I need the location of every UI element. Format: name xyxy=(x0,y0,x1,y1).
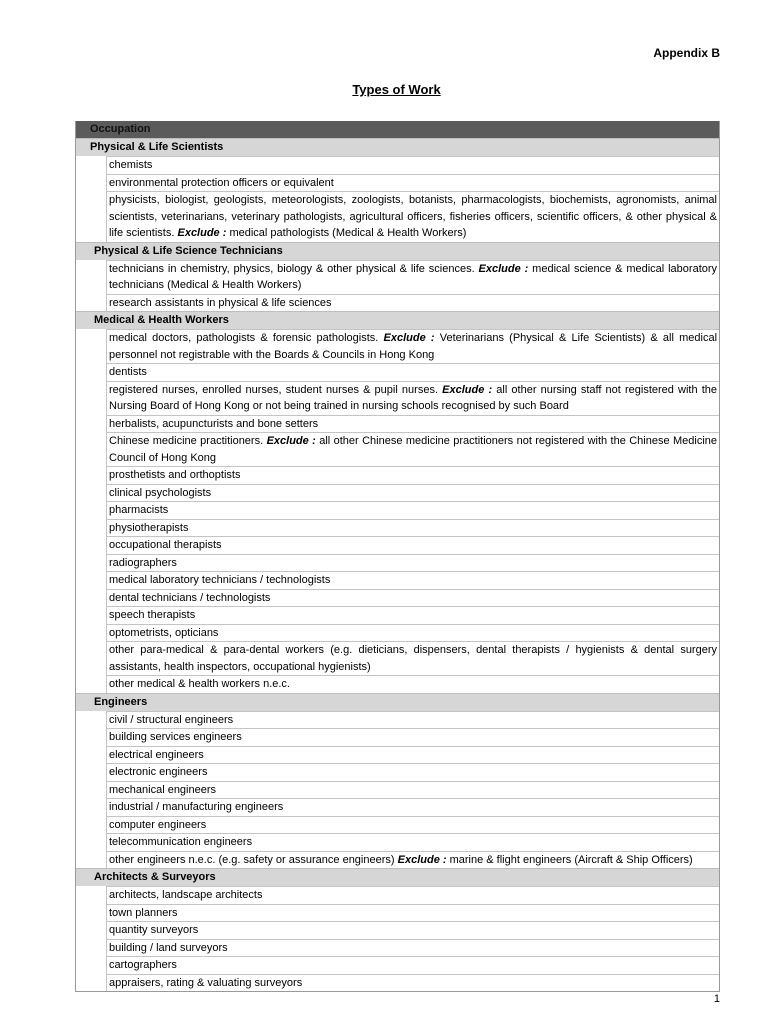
occupation-row xyxy=(106,763,719,781)
occupation-text: computer engineers xyxy=(109,818,207,831)
occupation-text: dentists xyxy=(109,366,147,378)
occupation-text: electrical engineers xyxy=(109,748,204,761)
exclude-label: Exclude : xyxy=(177,227,227,239)
occupation-row xyxy=(106,536,719,554)
exclude-text: all other Chinese medicine practitioners not registered with the Chinese Medicine Council of Hong Kong xyxy=(109,435,718,464)
occupation-text: physiotherapists xyxy=(109,521,189,534)
occupation-row xyxy=(106,711,719,729)
occupation-text: building services engineers xyxy=(109,731,242,743)
occupation-row xyxy=(106,675,719,693)
occupation-text: registered nurses, enrolled nurses, student nurses & pupil nurses. xyxy=(109,383,439,396)
occupation-row xyxy=(106,363,719,381)
occupation-row xyxy=(106,191,719,242)
occupation-row xyxy=(106,851,719,869)
occupation-text: technicians in chemistry, physics, biology & other physical & life sciences. xyxy=(109,262,475,275)
appendix-label: Appendix B xyxy=(653,46,720,60)
category-header: Medical & Health Workers xyxy=(76,311,719,329)
exclude-text: Veterinarians (Physical & Life Scientists) & all medical personnel not registrable with the Boards & Councils in Hong Kong xyxy=(109,332,718,361)
occupation-row xyxy=(106,554,719,572)
occupation-row xyxy=(106,974,719,992)
page-title: Types of Work xyxy=(352,82,441,97)
occupation-row xyxy=(106,415,719,433)
occupation-text: clinical psychologists xyxy=(109,486,212,499)
occupation-row xyxy=(106,501,719,519)
occupation-row xyxy=(106,939,719,957)
occupation-text: town planners xyxy=(109,906,178,919)
table-header-occupation: Occupation xyxy=(76,121,719,138)
occupation-row xyxy=(106,624,719,642)
occupation-text: medical doctors, pathologists & forensic pathologists. xyxy=(109,332,379,344)
occupation-row xyxy=(106,746,719,764)
occupation-text: medical laboratory technicians / technologists xyxy=(109,574,331,586)
occupation-text: architects, landscape architects xyxy=(109,889,263,901)
occupation-text: chemists xyxy=(109,159,153,171)
occupation-table xyxy=(75,121,720,992)
occupation-text: herbalists, acupuncturists and bone setters xyxy=(109,417,319,430)
exclude-label: Exclude : xyxy=(397,853,447,866)
exclude-text: marine & flight engineers (Aircraft & Ship Officers) xyxy=(449,853,693,866)
occupation-row xyxy=(106,956,719,974)
occupation-text: prosthetists and orthoptists xyxy=(109,469,241,481)
exclude-text: medical science & medical laboratory technicians (Medical & Health Workers) xyxy=(109,262,718,291)
occupation-row xyxy=(106,329,719,363)
occupation-text: civil / structural engineers xyxy=(109,713,234,726)
occupation-text: dental technicians / technologists xyxy=(109,591,271,604)
occupation-text: speech therapists xyxy=(109,609,196,621)
occupation-row xyxy=(106,606,719,624)
occupation-text: cartographers xyxy=(109,959,177,971)
occupation-row xyxy=(106,589,719,607)
exclude-label: Exclude : xyxy=(442,383,493,396)
occupation-text: other engineers n.e.c. (e.g. safety or assurance engineers) xyxy=(109,853,395,866)
occupation-text: telecommunication engineers xyxy=(109,836,253,848)
occupation-row xyxy=(106,294,719,312)
occupation-text: mechanical engineers xyxy=(109,783,217,796)
occupation-text: pharmacists xyxy=(109,504,169,516)
occupation-row xyxy=(106,886,719,904)
category-header: Physical & Life Scientists xyxy=(76,138,719,156)
occupation-text: industrial / manufacturing engineers xyxy=(109,801,284,813)
occupation-row xyxy=(106,571,719,589)
page-number: 1 xyxy=(713,993,720,1005)
exclude-text: all other nursing staff not registered with the Nursing Board of Hong Kong or not being trained in nursing schools recognised by such Board xyxy=(109,383,718,412)
occupation-text: quantity surveyors xyxy=(109,924,199,936)
occupation-row xyxy=(106,921,719,939)
occupation-text: environmental protection officers or equivalent xyxy=(109,176,334,189)
exclude-label: Exclude : xyxy=(478,262,529,275)
occupation-row xyxy=(106,816,719,834)
occupation-row xyxy=(106,728,719,746)
exclude-label: Exclude : xyxy=(383,332,435,344)
occupation-row xyxy=(106,484,719,502)
exclude-label: Exclude : xyxy=(266,435,316,447)
occupation-text: physicists, biologist, geologists, meteorologists, zoologists, botanists, pharmacologists, biochemists, agronomists, animal scientists, veterinarians, veterinary pathologists, agricultural officers, fisheries officers, scientific officers, & other physical & life scientists. xyxy=(109,194,717,239)
occupation-row xyxy=(106,432,719,466)
exclude-text: medical pathologists (Medical & Health Workers) xyxy=(229,227,467,239)
occupation-text: other para-medical & para-dental workers (e.g. dieticians, dispensers, dental therapists / hygienists & dental surgery assistants, health inspectors, occupational hygienists) xyxy=(109,644,717,673)
occupation-text: occupational therapists xyxy=(109,539,222,551)
category-header: Physical & Life Science Technicians xyxy=(76,242,719,260)
occupation-row xyxy=(106,781,719,799)
occupation-text: appraisers, rating & valuating surveyors xyxy=(109,976,303,989)
occupation-text: electronic engineers xyxy=(109,766,208,778)
occupation-text: radiographers xyxy=(109,556,177,569)
occupation-row xyxy=(106,519,719,537)
category-header: Engineers xyxy=(76,693,719,711)
occupation-row xyxy=(106,466,719,484)
occupation-row xyxy=(106,641,719,675)
occupation-text: Chinese medicine practitioners. xyxy=(109,435,264,447)
occupation-row xyxy=(106,833,719,851)
occupation-row xyxy=(106,156,719,174)
category-header: Architects & Surveyors xyxy=(76,868,719,886)
occupation-text: other medical & health workers n.e.c. xyxy=(109,678,290,690)
occupation-row xyxy=(106,260,719,294)
occupation-row xyxy=(106,798,719,816)
occupation-row xyxy=(106,904,719,922)
occupation-text: optometrists, opticians xyxy=(109,626,219,639)
occupation-text: building / land surveyors xyxy=(109,941,228,954)
occupation-row xyxy=(106,381,719,415)
occupation-row xyxy=(106,174,719,192)
occupation-text: research assistants in physical & life sciences xyxy=(109,296,332,309)
